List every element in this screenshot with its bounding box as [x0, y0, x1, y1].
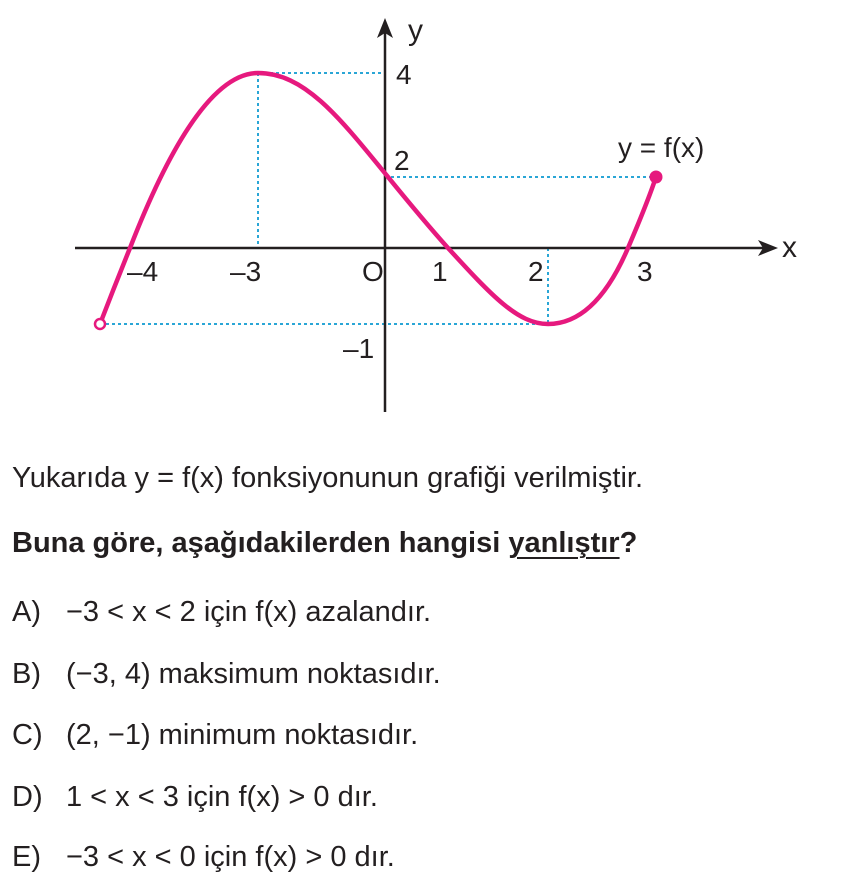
y-tick-minus-1: –1: [343, 333, 375, 364]
x-tick-minus-4: –4: [127, 256, 159, 287]
y-tick-4: 4: [396, 59, 412, 90]
option-b[interactable]: [12, 658, 441, 691]
question-prompt-end: ?: [619, 527, 638, 559]
y-axis-label: y: [408, 14, 423, 47]
y-tick-2: 2: [394, 145, 410, 176]
question-prompt-start: Buna göre, aşağıdakilerden hangisi: [12, 527, 509, 559]
option-text: −3 < x < 2 için f(x) azalandır.: [66, 596, 432, 628]
option-text: −3 < x < 0 için f(x) > 0 dır.: [66, 841, 395, 873]
x-axis-label: x: [782, 231, 797, 264]
option-c[interactable]: [12, 719, 418, 752]
question-prompt-emphasis: yanlıştır: [508, 527, 620, 559]
x-tick-minus-3: –3: [230, 256, 262, 287]
option-text: (2, −1) minimum noktasıdır.: [66, 719, 419, 751]
option-text: (−3, 4) maksimum noktasıdır.: [66, 658, 441, 690]
option-letter: D): [12, 781, 43, 813]
filled-endpoint-marker: [650, 171, 663, 184]
open-endpoint-marker: [95, 319, 105, 329]
option-letter: B): [12, 658, 41, 690]
origin-label: O: [362, 256, 384, 287]
function-graph: [0, 0, 853, 430]
question-prompt: [12, 527, 637, 560]
option-letter: C): [12, 719, 43, 751]
option-letter: A): [12, 596, 41, 628]
x-tick-2: 2: [528, 256, 544, 287]
option-letter: E): [12, 841, 41, 873]
option-e[interactable]: [12, 841, 395, 874]
x-tick-3: 3: [637, 256, 653, 287]
option-d[interactable]: [12, 781, 378, 814]
question-intro: Yukarıda y = f(x) fonksiyonunun grafiği verilmiştir.: [12, 462, 644, 494]
function-label: y = f(x): [618, 132, 705, 163]
x-tick-1: 1: [432, 256, 448, 287]
option-text: 1 < x < 3 için f(x) > 0 dır.: [66, 781, 378, 813]
option-a[interactable]: [12, 596, 431, 629]
